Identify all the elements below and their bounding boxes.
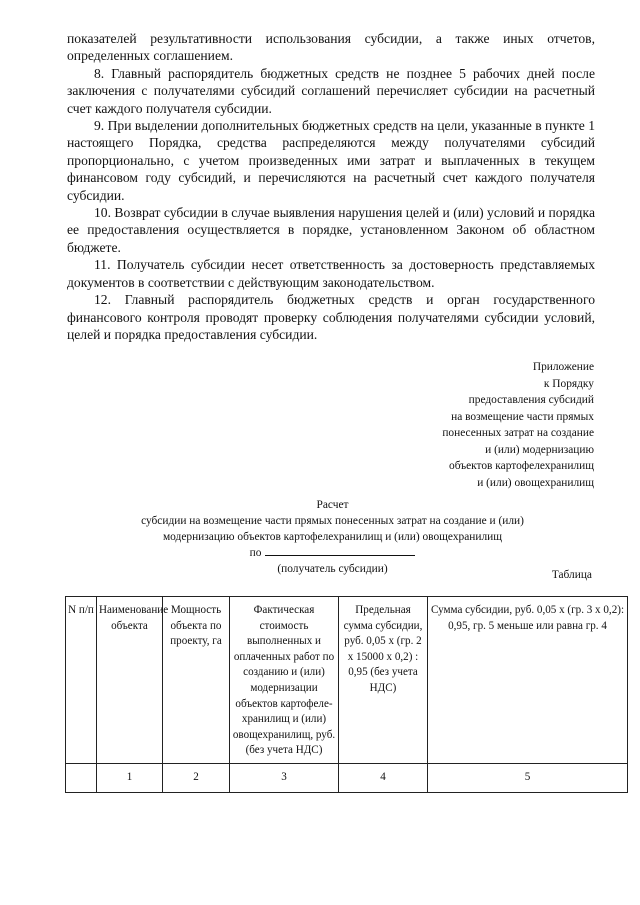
header-object-name: Наименование объекта <box>97 597 163 764</box>
table-header-row <box>66 597 628 764</box>
recipient-blank-field <box>265 545 415 556</box>
paragraph-8: 8. Главный распорядитель бюджетных средств не позднее 5 рабочих дней после заключения с получателями субсидий соглашений перечисляет субсидии на расчетный счет каждого получателя субсидии. <box>67 65 595 116</box>
header-subsidy-amount: Сумма субсидии, руб. 0,05 x (гр. 3 x 0,2): 0,95, гр. 5 меньше или равна гр. 4 <box>428 597 628 764</box>
header-max-subsidy: Предельная сумма субсидии, руб. 0,05 x (гр. 2 x 15000 x 0,2) : 0,95 (без учета НДС) <box>339 597 428 764</box>
appendix-line: предоставления субсидий <box>468 394 594 406</box>
appendix-header <box>334 359 594 491</box>
table-cell: 3 <box>230 763 339 792</box>
table-label: Таблица <box>551 569 592 581</box>
recipient-line <box>60 545 605 561</box>
header-actual-cost: Фактическая стоимость выполненных и оплаченных работ по созданию и (или) модернизации объектов картофеле-хранилищ и (или) овощехранилищ, руб. (без учета НДС) <box>230 597 339 764</box>
calculation-title: Расчет <box>316 499 349 511</box>
calculation-subtitle-line1: субсидии на возмещение части прямых понесенных затрат на создание и (или) <box>141 515 524 527</box>
paragraph-11: 11. Получатель субсидии несет ответственность за достоверность представляемых документов в соответствии с действующим законодательством. <box>67 257 595 290</box>
table-cell: 4 <box>339 763 428 792</box>
paragraph-10: 10. Возврат субсидии в случае выявления нарушения целей и (или) условий и порядка ее предоставления осуществляется в порядке, установленном Законом об областном бюджете. <box>67 205 595 255</box>
appendix-line: на возмещение части прямых <box>451 410 594 423</box>
table-cell: 5 <box>428 763 628 792</box>
paragraph-7-end: показателей результативности использования субсидии, а также иных отчетов, определенных соглашением. <box>67 31 595 64</box>
appendix-line: и (или) овощехранилищ <box>477 476 594 489</box>
recipient-prefix: по <box>249 547 262 559</box>
table-cell: 1 <box>97 763 163 792</box>
table-row <box>66 763 628 792</box>
calculation-subtitle-line2: модернизацию объектов картофелехранилищ и (или) овощехранилищ <box>162 531 503 543</box>
appendix-line: объектов картофелехранилищ <box>449 460 594 472</box>
paragraph-12: 12. Главный распорядитель бюджетных средств и орган государственного финансового контроля проводят проверку соблюдения получателями субсидии условий, целей и порядка предоставления субсидии. <box>67 292 595 342</box>
table-cell: 2 <box>163 763 230 792</box>
body-text <box>67 30 595 343</box>
appendix-line: Приложение <box>532 361 594 373</box>
appendix-line: понесенных затрат на создание <box>442 427 594 439</box>
header-capacity: Мощность объекта по проекту, га <box>163 597 230 764</box>
table-cell <box>66 763 97 792</box>
recipient-caption: (получатель субсидии) <box>277 563 388 575</box>
calculation-heading <box>60 497 605 577</box>
appendix-line: к Порядку <box>543 377 594 390</box>
header-row-number: N п/п <box>66 597 97 764</box>
subsidy-table <box>65 596 628 793</box>
paragraph-9: 9. При выделении дополнительных бюджетных средств на цели, указанные в пункте 1 настоящего Порядка, средства распределяются между получателями субсидий пропорционально, с учетом произведенных ими затрат и выплаченных в текущем финансовом году субсидий, и перечисляются на расчетный счет каждого получателя субсидии. <box>67 118 595 203</box>
appendix-line: и (или) модернизацию <box>485 443 594 456</box>
